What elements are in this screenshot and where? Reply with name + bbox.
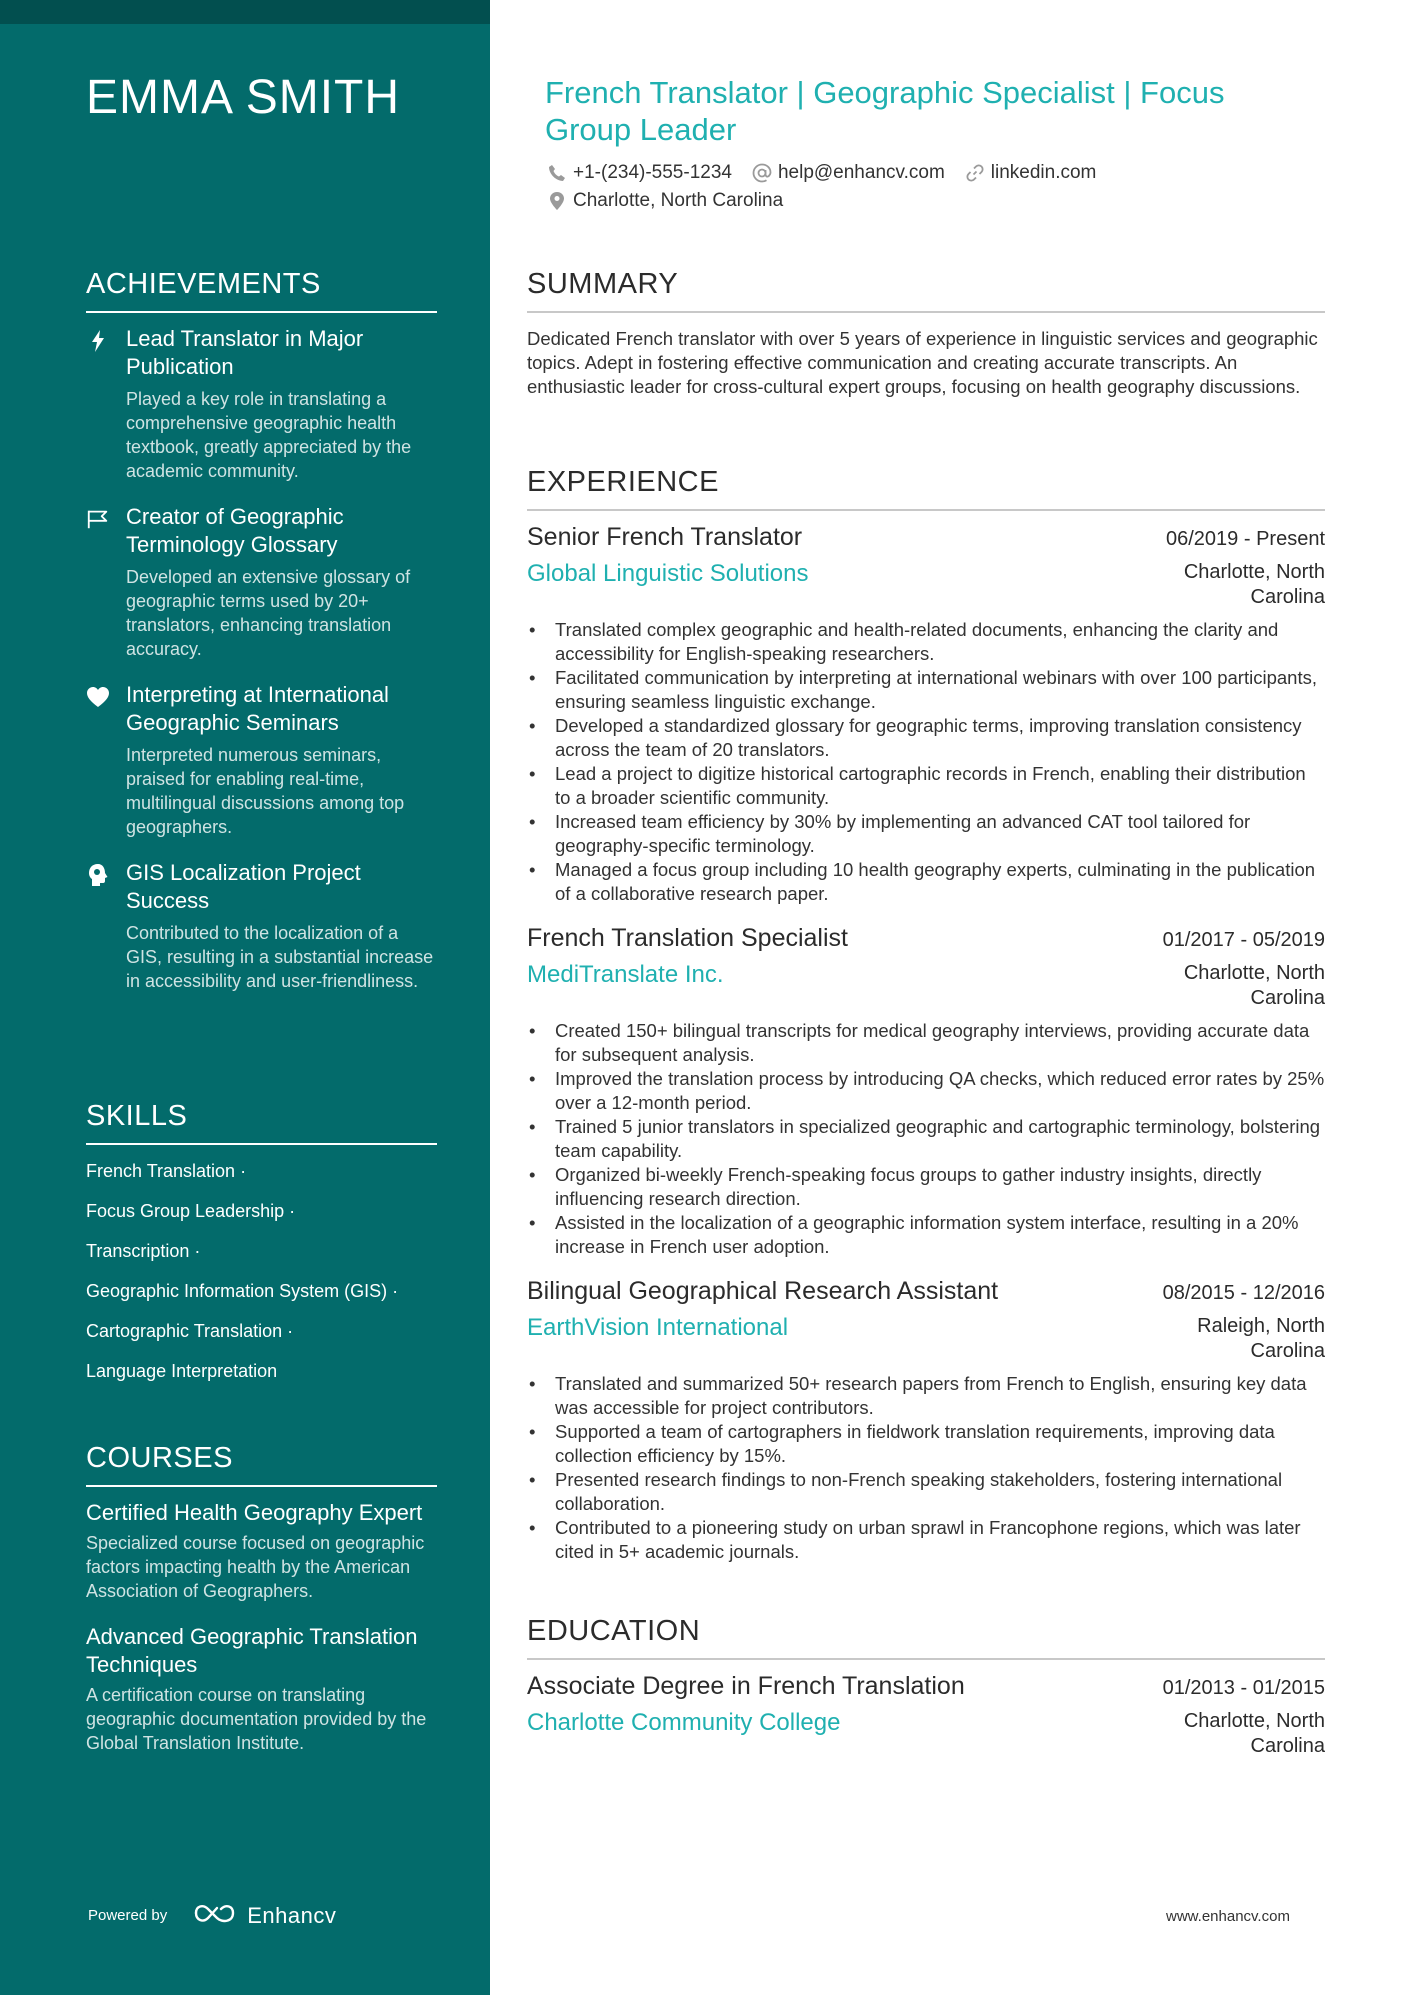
powered-by-label: Powered by	[88, 1907, 168, 1924]
courses-section	[86, 1442, 437, 1775]
heart-icon	[86, 685, 110, 709]
job-company: Global Linguistic Solutions	[527, 560, 809, 587]
job-bullet: • Trained 5 junior translators in specialized geographic and cartographic terminology, bolstering team capability.	[527, 1115, 1325, 1163]
job-date: 06/2019 - Present	[1166, 528, 1325, 550]
skill-item: French Translation ·	[86, 1161, 247, 1181]
headline: French Translator | Geographic Specialist | Focus Group Leader	[545, 75, 1225, 147]
email-contact[interactable]	[752, 162, 945, 184]
achievement-item	[86, 859, 437, 993]
phone-contact[interactable]	[547, 162, 732, 184]
job-location: Raleigh, North Carolina	[1197, 1315, 1325, 1362]
experience-heading: EXPERIENCE	[527, 466, 1325, 511]
sidebar	[0, 0, 490, 1995]
email-address: help@enhancv.com	[777, 162, 945, 183]
achievement-title: Lead Translator in Major Publication	[126, 326, 364, 379]
job-bullets	[527, 1372, 1325, 1564]
job-bullet: • Developed a standardized glossary for geographic terms, improving translation consistency across the team of 20 translators.	[527, 714, 1325, 762]
achievement-title: Creator of Geographic Terminology Glossary	[126, 504, 344, 557]
job-title: Bilingual Geographical Research Assistant	[527, 1277, 999, 1305]
link-icon	[965, 163, 985, 183]
achievement-desc: Interpreted numerous seminars, praised for enabling real-time, multilingual discussions among top geographers.	[126, 745, 405, 837]
job-company: EarthVision International	[527, 1314, 789, 1341]
course-title: Certified Health Geography Expert	[86, 1500, 423, 1525]
skill-item: Transcription ·	[86, 1241, 201, 1261]
achievement-desc: Played a key role in translating a comprehensive geographic health textbook, greatly appreciated by the academic community.	[126, 389, 412, 481]
education-entry	[527, 1672, 1325, 1759]
job-bullet: • Assisted in the localization of a geographic information system interface, resulting in a 20% increase in French user adoption.	[527, 1211, 1325, 1259]
linkedin-contact[interactable]	[965, 162, 1097, 184]
courses-heading: COURSES	[86, 1442, 437, 1487]
achievements-heading: ACHIEVEMENTS	[86, 268, 437, 313]
enhancv-logo[interactable]	[193, 1900, 336, 1931]
job-entry	[527, 1277, 1325, 1564]
school-name: Charlotte Community College	[527, 1709, 841, 1736]
course-item	[86, 1499, 437, 1603]
location-text: Charlotte, North Carolina	[573, 190, 784, 211]
job-bullet: • Translated complex geographic and health-related documents, enhancing the clarity and accessibility for English-speaking researchers.	[527, 618, 1325, 666]
summary-heading: SUMMARY	[527, 268, 1325, 313]
job-bullet: • Increased team efficiency by 30% by implementing an advanced CAT tool tailored for geography-specific terminology.	[527, 810, 1325, 858]
job-title: French Translation Specialist	[527, 924, 848, 952]
job-title: Senior French Translator	[527, 523, 803, 551]
course-item	[86, 1623, 437, 1755]
contact-info	[547, 162, 1307, 218]
summary-section	[527, 268, 1325, 399]
lightning-bolt-icon	[86, 329, 110, 353]
phone-number: +1-(234)-555-1234	[573, 162, 732, 183]
experience-section	[527, 466, 1325, 1564]
job-bullet: • Supported a team of cartographers in fieldwork translation requirements, improving data collection efficiency by 15%.	[527, 1420, 1325, 1468]
degree-title: Associate Degree in French Translation	[527, 1672, 965, 1700]
achievement-title: Interpreting at International Geographic Seminars	[126, 682, 389, 735]
course-desc: A certification course on translating geographic documentation provided by the Global Translation Institute.	[86, 1685, 427, 1753]
education-section	[527, 1615, 1325, 1759]
achievement-item	[86, 681, 437, 839]
job-location: Charlotte, North Carolina	[1183, 561, 1325, 608]
course-title: Advanced Geographic Translation Techniques	[86, 1624, 418, 1677]
skill-item: Language Interpretation	[86, 1361, 278, 1381]
skill-item: Geographic Information System (GIS) ·	[86, 1281, 399, 1301]
summary-text: Dedicated French translator with over 5 years of experience in linguistic services and geographic topics. Adept in fostering effective communication and creating accurate transcripts. An enthusiastic leader for cross-cultural expert groups, focusing on health geography discussions.	[527, 328, 1318, 397]
job-bullet: • Improved the translation process by introducing QA checks, which reduced error rates by 25% over a 12-month period.	[527, 1067, 1325, 1115]
brain-head-icon	[86, 863, 110, 887]
sidebar-top-bar	[0, 0, 490, 24]
flag-icon	[86, 507, 110, 531]
skill-item: Cartographic Translation ·	[86, 1321, 294, 1341]
enhancv-logo-icon	[193, 1900, 239, 1931]
course-desc: Specialized course focused on geographic factors impacting health by the American Association of Geographers.	[86, 1533, 425, 1601]
skills-heading: SKILLS	[86, 1100, 437, 1145]
job-bullet: • Created 150+ bilingual transcripts for medical geography interviews, providing accurate data for subsequent analysis.	[527, 1019, 1325, 1067]
linkedin-url: linkedin.com	[990, 162, 1097, 183]
job-bullet: • Lead a project to digitize historical cartographic records in French, enabling their distribution to a broader scientific community.	[527, 762, 1325, 810]
job-bullets	[527, 1019, 1325, 1259]
phone-icon	[547, 163, 567, 183]
achievement-item	[86, 325, 437, 483]
job-bullets	[527, 618, 1325, 906]
job-date: 01/2017 - 05/2019	[1162, 929, 1325, 951]
job-bullet: • Translated and summarized 50+ research papers from French to English, ensuring key data was accessible for project contributors.	[527, 1372, 1325, 1420]
job-bullet: • Managed a focus group including 10 health geography experts, culminating in the publication of a collaborative research paper.	[527, 858, 1325, 906]
location-pin-icon	[547, 191, 567, 211]
education-date: 01/2013 - 01/2015	[1162, 1677, 1325, 1699]
achievement-title: GIS Localization Project Success	[126, 860, 361, 913]
skills-section	[86, 1100, 437, 1399]
education-location: Charlotte, North Carolina	[1183, 1710, 1325, 1757]
skill-item: Focus Group Leadership ·	[86, 1201, 296, 1221]
job-bullet: • Facilitated communication by interpreting at international webinars with over 100 participants, ensuring seamless linguistic exchange.	[527, 666, 1325, 714]
achievement-desc: Developed an extensive glossary of geographic terms used by 20+ translators, enhancing translation accuracy.	[126, 567, 411, 659]
achievement-desc: Contributed to the localization of a GIS, resulting in a substantial increase in accessibility and user-friendliness.	[126, 923, 434, 991]
job-company: MediTranslate Inc.	[527, 961, 724, 988]
job-bullet: • Organized bi-weekly French-speaking focus groups to gather industry insights, directly influencing research direction.	[527, 1163, 1325, 1211]
candidate-name: EMMA SMITH	[86, 71, 401, 124]
job-location: Charlotte, North Carolina	[1183, 962, 1325, 1009]
achievement-item	[86, 503, 437, 661]
at-sign-icon	[752, 163, 772, 183]
job-bullet: • Contributed to a pioneering study on urban sprawl in Francophone regions, which was later cited in 5+ academic journals.	[527, 1516, 1325, 1564]
job-entry	[527, 523, 1325, 906]
footer-url[interactable]: www.enhancv.com	[1166, 1908, 1290, 1925]
achievements-section	[86, 268, 437, 1013]
powered-by	[88, 1900, 336, 1931]
job-bullet: • Presented research findings to non-French speaking stakeholders, fostering international collaboration.	[527, 1468, 1325, 1516]
education-heading: EDUCATION	[527, 1615, 1325, 1660]
job-entry	[527, 924, 1325, 1259]
enhancv-brand-name: Enhancv	[247, 1902, 337, 1928]
location-contact	[547, 190, 783, 212]
job-date: 08/2015 - 12/2016	[1162, 1282, 1325, 1304]
